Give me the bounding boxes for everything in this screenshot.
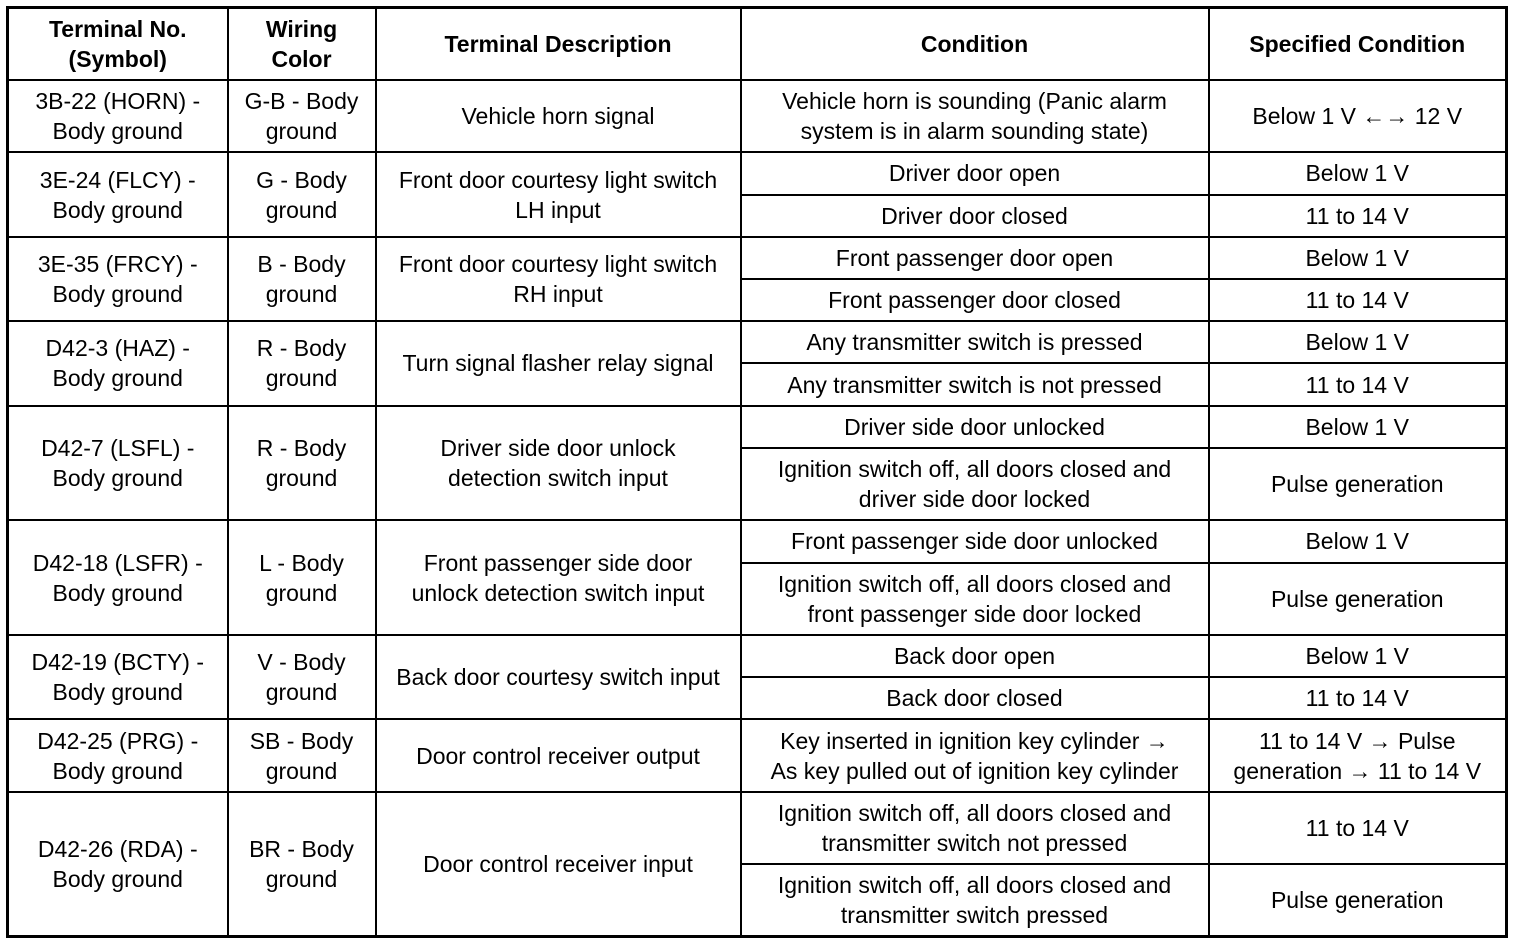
header-condition: Condition — [741, 8, 1209, 81]
description-cell: Door control receiver input — [376, 792, 741, 937]
wiring-color-cell: L - Body ground — [228, 520, 376, 635]
table-row — [8, 719, 1507, 791]
table-row — [8, 406, 1507, 448]
header-specified-condition: Specified Condition — [1209, 8, 1507, 81]
wiring-color-cell: SB - Body ground — [228, 719, 376, 791]
specified-condition-cell: 11 to 14 V — [1209, 677, 1507, 719]
terminal-cell: 3E-35 (FRCY) - Body ground — [8, 237, 228, 321]
condition-cell: Front passenger side door unlocked — [741, 520, 1209, 562]
terminal-cell: D42-25 (PRG) - Body ground — [8, 719, 228, 791]
table-row — [8, 152, 1507, 194]
condition-cell: Ignition switch off, all doors closed and front passenger side door locked — [741, 563, 1209, 635]
condition-cell: Any transmitter switch is pressed — [741, 321, 1209, 363]
terminal-cell: 3E-24 (FLCY) - Body ground — [8, 152, 228, 236]
terminal-cell: D42-3 (HAZ) - Body ground — [8, 321, 228, 405]
header-terminal-description: Terminal Description — [376, 8, 741, 81]
condition-cell: Driver door open — [741, 152, 1209, 194]
header-row — [8, 8, 1507, 81]
terminal-cell: D42-26 (RDA) - Body ground — [8, 792, 228, 937]
condition-cell: Ignition switch off, all doors closed and driver side door locked — [741, 448, 1209, 520]
table-body — [8, 80, 1507, 937]
specified-condition-cell: Below 1 V — [1209, 152, 1507, 194]
specified-condition-cell: 11 to 14 V → Pulse generation → 11 to 14 V — [1209, 719, 1507, 791]
condition-cell: Back door open — [741, 635, 1209, 677]
description-cell: Front passenger side door unlock detection switch input — [376, 520, 741, 635]
description-cell: Back door courtesy switch input — [376, 635, 741, 719]
wiring-color-cell: V - Body ground — [228, 635, 376, 719]
condition-cell: Driver side door unlocked — [741, 406, 1209, 448]
condition-cell: Front passenger door closed — [741, 279, 1209, 321]
wiring-color-cell: R - Body ground — [228, 321, 376, 405]
terminal-table — [6, 6, 1508, 938]
terminal-cell: D42-18 (LSFR) - Body ground — [8, 520, 228, 635]
description-cell: Vehicle horn signal — [376, 80, 741, 152]
description-cell: Door control receiver output — [376, 719, 741, 791]
specified-condition-cell: 11 to 14 V — [1209, 792, 1507, 864]
wiring-color-cell: G-B - Body ground — [228, 80, 376, 152]
condition-cell: Vehicle horn is sounding (Panic alarm system is in alarm sounding state) — [741, 80, 1209, 152]
specified-condition-cell: 11 to 14 V — [1209, 363, 1507, 405]
terminal-cell: D42-19 (BCTY) - Body ground — [8, 635, 228, 719]
condition-cell: Key inserted in ignition key cylinder → As key pulled out of ignition key cylinder — [741, 719, 1209, 791]
specified-condition-cell: 11 to 14 V — [1209, 279, 1507, 321]
specified-condition-cell: 11 to 14 V — [1209, 195, 1507, 237]
description-cell: Front door courtesy light switch LH input — [376, 152, 741, 236]
terminal-cell: D42-7 (LSFL) - Body ground — [8, 406, 228, 521]
description-cell: Driver side door unlock detection switch input — [376, 406, 741, 521]
specified-condition-cell: Below 1 V — [1209, 520, 1507, 562]
table-row — [8, 237, 1507, 279]
table-row — [8, 792, 1507, 864]
condition-cell: Ignition switch off, all doors closed and transmitter switch not pressed — [741, 792, 1209, 864]
wiring-color-cell: BR - Body ground — [228, 792, 376, 937]
description-cell: Front door courtesy light switch RH input — [376, 237, 741, 321]
condition-cell: Front passenger door open — [741, 237, 1209, 279]
specified-condition-cell: Pulse generation — [1209, 563, 1507, 635]
table-row — [8, 635, 1507, 677]
wiring-color-cell: R - Body ground — [228, 406, 376, 521]
table-row — [8, 520, 1507, 562]
table-row — [8, 321, 1507, 363]
condition-cell: Any transmitter switch is not pressed — [741, 363, 1209, 405]
wiring-color-cell: B - Body ground — [228, 237, 376, 321]
specified-condition-cell: Below 1 V — [1209, 635, 1507, 677]
header-wiring-color: Wiring Color — [228, 8, 376, 81]
terminal-cell: 3B-22 (HORN) - Body ground — [8, 80, 228, 152]
specified-condition-cell: Below 1 V — [1209, 321, 1507, 363]
condition-cell: Ignition switch off, all doors closed and transmitter switch pressed — [741, 864, 1209, 936]
specified-condition-cell: Pulse generation — [1209, 448, 1507, 520]
specified-condition-cell: Below 1 V — [1209, 237, 1507, 279]
condition-cell: Driver door closed — [741, 195, 1209, 237]
table-row — [8, 80, 1507, 152]
specified-condition-cell: Pulse generation — [1209, 864, 1507, 936]
wiring-color-cell: G - Body ground — [228, 152, 376, 236]
condition-cell: Back door closed — [741, 677, 1209, 719]
specified-condition-cell: Below 1 V — [1209, 406, 1507, 448]
header-terminal: Terminal No. (Symbol) — [8, 8, 228, 81]
description-cell: Turn signal flasher relay signal — [376, 321, 741, 405]
specified-condition-cell: Below 1 V ←→ 12 V — [1209, 80, 1507, 152]
